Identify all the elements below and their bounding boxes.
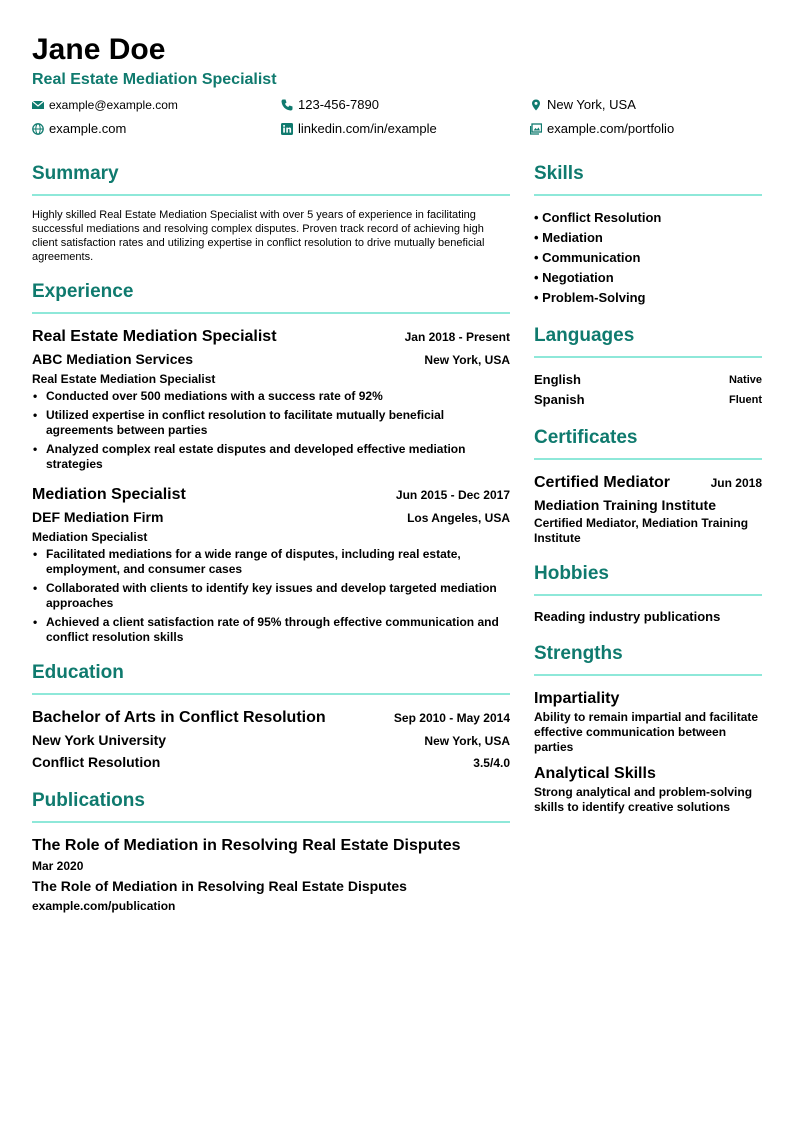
map-pin-icon [530,99,542,111]
language-item [534,390,762,410]
job-dates: Jan 2018 - Present [404,330,510,344]
strength-name: Analytical Skills [534,765,656,782]
certificate-issuer: Mediation Training Institute [534,497,716,513]
left-column [32,162,510,931]
skill-item: • Conflict Resolution [534,210,662,225]
hobbies-heading: Hobbies [534,562,762,596]
job-location: Los Angeles, USA [407,511,510,525]
skills-heading: Skills [534,162,762,196]
language-name: English [534,372,581,387]
language-name: Spanish [534,392,585,407]
location-text: New York, USA [547,97,636,112]
job-location: New York, USA [424,353,510,367]
publication-url[interactable]: example.com/publication [32,899,176,913]
job-company: DEF Mediation Firm [32,509,164,525]
skill-item: • Problem-Solving [534,290,646,305]
certificate-description: Certified Mediator, Mediation Training Institute [534,516,749,545]
experience-section [32,280,510,645]
contact-info [32,96,762,138]
education-field: Conflict Resolution [32,754,161,770]
candidate-name: Jane Doe [32,33,166,66]
job-title: Real Estate Mediation Specialist [32,328,277,345]
email-icon [32,99,44,111]
contact-phone[interactable] [281,96,530,114]
candidate-title: Real Estate Mediation Specialist [32,71,277,88]
contact-website[interactable] [32,120,281,138]
strength-description: Ability to remain impartial and facilitate effective communication between parties [534,710,759,754]
contact-linkedin[interactable] [281,120,530,138]
job-bullet: • Facilitated mediations for a wide range of disputes, including real estate, employment, and consumer cases [32,547,510,577]
contact-email[interactable] [32,96,281,114]
globe-icon [32,123,44,135]
summary-heading: Summary [32,162,510,196]
publication-title: The Role of Mediation in Resolving Real Estate Disputes [32,837,461,854]
education-dates: Sep 2010 - May 2014 [393,711,510,725]
publications-heading: Publications [32,789,510,823]
job-company: ABC Mediation Services [32,351,194,367]
publications-section [32,789,510,915]
summary-section [32,162,510,264]
portfolio-icon [530,123,542,135]
strength-item [534,688,762,755]
publication-publisher: The Role of Mediation in Resolving Real Estate Disputes [32,878,407,894]
email-text: example@example.com [49,98,178,112]
resume-page [32,30,762,931]
linkedin-text: linkedin.com/in/example [298,121,437,136]
experience-entry [32,484,510,645]
right-column [534,162,762,931]
hobbies-section [534,562,762,626]
education-gpa: 3.5/4.0 [473,756,510,770]
strength-description: Strong analytical and problem-solving skills to identify creative solutions [534,785,753,814]
job-bullet: • Analyzed complex real estate disputes and developed effective mediation strategies [32,442,510,472]
contact-location [530,96,762,114]
languages-section [534,324,762,410]
skill-item: • Mediation [534,230,603,245]
publication-date: Mar 2020 [32,859,84,873]
contact-portfolio[interactable] [530,120,762,138]
languages-heading: Languages [534,324,762,358]
language-level: Fluent [729,394,762,406]
language-item [534,370,762,390]
education-location: New York, USA [424,734,510,748]
education-school: New York University [32,732,167,748]
skill-label: Negotiation [542,270,614,285]
summary-text: Highly skilled Real Estate Mediation Specialist with over 5 years of experience in facilitating successful mediations and resolving complex disputes. Proven track record of achieving high client satisfaction rates and utilizing expertise in conflict resolution to drive mutually beneficial agreements. [32,209,485,263]
skill-label: Mediation [542,230,603,245]
job-title: Mediation Specialist [32,486,186,503]
certificates-heading: Certificates [534,426,762,460]
strength-name: Impartiality [534,690,620,707]
job-role: Real Estate Mediation Specialist [32,372,216,386]
job-bullet: • Utilized expertise in conflict resolution to facilitate mutually beneficial agreements between parties [32,408,510,438]
certificates-section [534,426,762,546]
job-bullet: • Conducted over 500 mediations with a success rate of 92% [32,389,510,404]
phone-text: 123-456-7890 [298,97,379,112]
website-text: example.com [49,121,127,136]
job-bullets [32,547,510,645]
experience-entry [32,326,510,472]
job-bullets [32,389,510,472]
education-degree: Bachelor of Arts in Conflict Resolution [32,709,326,726]
education-section [32,661,510,773]
skill-item: • Communication [534,250,641,265]
portfolio-text: example.com/portfolio [547,121,675,136]
certificate-name: Certified Mediator [534,474,671,491]
job-bullet: • Achieved a client satisfaction rate of 95% through effective communication and conflict resolution skills [32,615,510,645]
strength-item [534,763,762,815]
job-bullet: • Collaborated with clients to identify key issues and develop targeted mediation approaches [32,581,510,611]
phone-icon [281,99,293,111]
skill-label: Conflict Resolution [542,210,662,225]
strengths-heading: Strengths [534,642,762,676]
job-dates: Jun 2015 - Dec 2017 [395,488,510,502]
certificate-date: Jun 2018 [710,476,762,490]
skill-label: Problem-Solving [542,290,646,305]
hobby-item: Reading industry publications [534,609,721,624]
strengths-section [534,642,762,815]
job-role: Mediation Specialist [32,530,148,544]
linkedin-icon [281,123,293,135]
education-heading: Education [32,661,510,695]
experience-heading: Experience [32,280,510,314]
skill-label: Communication [542,250,641,265]
skills-section [534,162,762,308]
skill-item: • Negotiation [534,270,614,285]
language-level: Native [728,374,762,386]
